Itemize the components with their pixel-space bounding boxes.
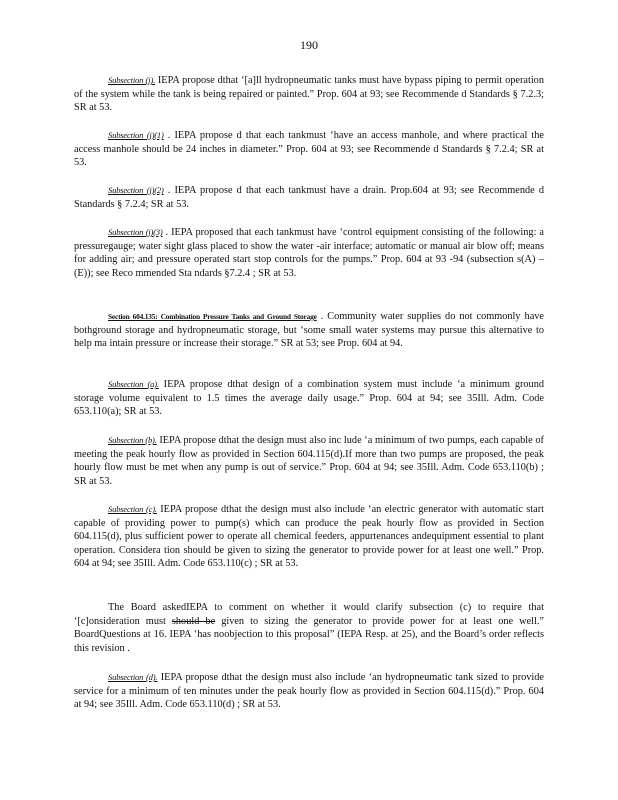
paragraph-subsection-j2: [74, 184, 544, 211]
paragraph-subsection-d: [74, 671, 544, 712]
paragraph-text: IEPA propose dthat the design must also include ‘an hydropneumatic tank sized to provide service for a minimum of ten minutes under the peak hourly flow as provided in Section 604.115(d).” Prop. 604 at 94; see 35Ill. Adm. Code 653.110(d) ; SR at 53.: [74, 672, 544, 711]
paragraph-subsection-j1: [74, 129, 544, 170]
subsection-heading: Subsection (d).: [108, 672, 158, 682]
struck-text: should be: [171, 615, 216, 627]
paragraph-text: . IEPA propose d that each tankmust ‘have an access manhole, and where practical the access manhole should be 24 inches in diameter.” Prop. 604 at 93; see Recommende d Standards § 7.2.4; SR at 53.: [74, 130, 544, 169]
paragraph-board-question: [74, 601, 544, 655]
paragraph-text: IEPA propose dthat design of a combination system must include ‘a minimum ground storage volume equivalent to 1.5 times the average daily usage.” Prop. 604 at 94; see 35Ill. Adm. Code 653.110(a); SR at 53.: [74, 379, 544, 418]
paragraph-text: . IEPA propose d that each tankmust have a drain. Prop.604 at 93; see Recommende d Standards § 7.2.4; SR at 53.: [74, 185, 544, 210]
paragraph-text: IEPA propose dthat the design must also include ‘an electric generator with automatic start capable of providing power to pump(s) which can produce the peak hourly flow as provided in Section 604.115(d), plus sufficient power to operate all chemical feeders, appurtenances andequipment essential to plant operation. Considera tion should be given to sizing the generator to provide power for at least one well.” Prop. 604 at 94; see 35Ill. Adm. Code 653.110(c) ; SR at 53.: [74, 504, 544, 570]
paragraph-subsection-b: [74, 434, 544, 488]
paragraph-subsection-j3: [74, 226, 544, 280]
subsection-heading: Subsection (c).: [108, 504, 157, 514]
paragraph-text: given to sizing the generator to provide power for at least one well.” BoardQuestions at 16. IEPA ‘has noobjection to this proposal” (IEPA Resp. at 25), and the Board’s order reflects this revision .: [74, 615, 545, 654]
subsection-heading: Subsection (j)(2): [108, 185, 164, 195]
paragraph-text: IEPA propose dthat the design must also inc lude ‘a minimum of two pumps, each capable of meeting the peak hourly flow as provided in Section 604.115(d).If more than two pumps are proposed, the peak hourly flow must be met when any pump is out of service.” Prop. 604 at 94; see 35Ill. Adm. Code 653.110(b) ; SR at 53.: [74, 435, 544, 487]
page-number: 190: [300, 38, 318, 52]
paragraph-subsection-j: [74, 74, 544, 115]
paragraph-text: . IEPA proposed that each tankmust have ‘control equipment consisting of the following: a pressuregauge; water sight glass placed to show the water -air interface; automatic or manual air blow off; means for adding air; and pressure operated start stop controls for the pumps.” Prop. 604 at 93 -94 (subsection s(A) –(E)); see Reco mmended Sta ndards §7.2.4 ; SR at 53.: [74, 227, 544, 279]
paragraph-text: IEPA propose dthat ‘[a]ll hydropneumatic tanks must have bypass piping to permit operation of the system while the tank is being repaired or painted.” Prop. 604 at 93; see Recommende d Standards § 7.2.3; SR at 53.: [74, 75, 544, 114]
section-heading: Section 604.135: Combination Pressure Tanks and Ground Storage: [108, 312, 317, 321]
subsection-heading: Subsection (b).: [108, 435, 157, 445]
subsection-heading: Subsection (a).: [108, 379, 159, 389]
subsection-heading: Subsection (j)(1): [108, 130, 164, 140]
paragraph-text: The Board askedIEPA to comment on whether it would clarify subsection (c) to require that ‘[c]onsideration must: [74, 602, 544, 627]
subsection-heading: Subsection (j)(3): [108, 227, 163, 237]
subsection-heading: Subsection (j).: [108, 75, 155, 85]
paragraph-subsection-a: [74, 378, 544, 419]
paragraph-section-604-135: [74, 310, 544, 351]
paragraph-text: . Community water supplies do not commonly have bothground storage and hydropneumatic storage, but ‘some small water systems may pursue this alternative to help ma intain pressure or increase their storage.” SR at 53; see Prop. 604 at 94.: [74, 311, 544, 350]
paragraph-subsection-c: [74, 503, 544, 571]
